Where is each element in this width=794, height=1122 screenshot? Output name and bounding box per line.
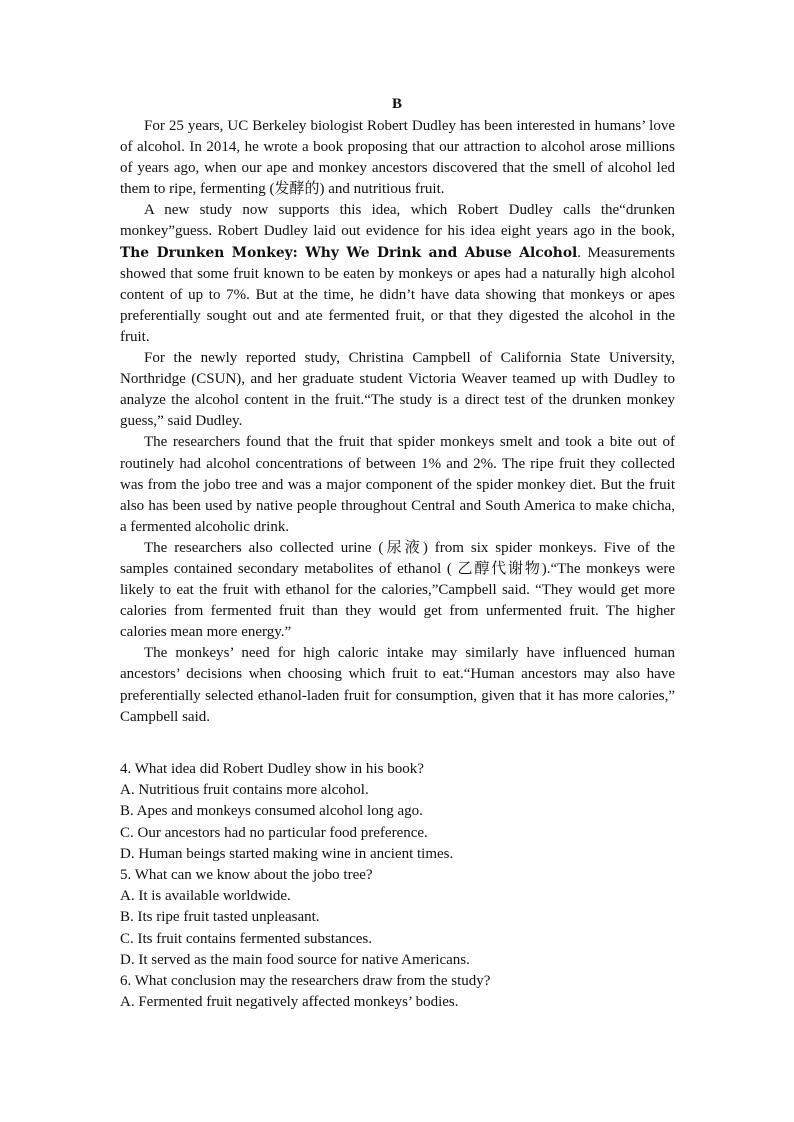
question-list (120, 759, 680, 1013)
question-4-stem: 4. What idea did Robert Dudley show in his book? (120, 761, 424, 777)
question-6-option-a: A. Fermented fruit negatively affected monkeys’ bodies. (120, 994, 459, 1011)
book-title: The Drunken Monkey: Why We Drink and Abuse Alcohol (120, 244, 578, 261)
question-5-option-b: B. Its ripe fruit tasted unpleasant. (120, 909, 320, 926)
question-4-option-a: A. Nutritious fruit contains more alcohol. (120, 782, 369, 799)
reading-passage (120, 116, 675, 728)
question-5-option-c: C. Its fruit contains fermented substances. (120, 930, 373, 947)
paragraph-6: The monkeys’ need for high caloric intake may similarly have influenced human ancestors’ decisions when choosing which fruit to eat.“Human ancestors may also have preferentially selected ethanol-laden fruit for consumption, given that it has more calories,” Campbell said. (120, 645, 675, 725)
question-4-option-b: B. Apes and monkeys consumed alcohol long ago. (120, 803, 423, 820)
paragraph-2-text-before: A new study now supports this idea, which Robert Dudley calls the“drunken monkey”guess. Robert Dudley laid out evidence for his idea eight years ago in the book, (120, 202, 675, 240)
paragraph-5: The researchers also collected urine (尿液) from six spider monkeys. Five of the samples contained secondary metabolites of ethanol ( 乙醇代谢物).“The monkeys were likely to eat the fruit with ethanol for the calories,”Campbell said. “They would get more calories from fermented fruit than they would get from unfermented fruit. The higher calories mean more energy.” (120, 539, 675, 641)
question-4-option-c: C. Our ancestors had no particular food preference. (120, 824, 428, 841)
question-5-option-a: A. It is available worldwide. (120, 888, 291, 905)
paragraph-1: For 25 years, UC Berkeley biologist Robert Dudley has been interested in humans’ love of alcohol. In 2014, he wrote a book proposing that our attraction to alcohol arose millions of years ago, when our ape and monkey ancestors discovered that the smell of alcohol led them to ripe, fermenting (发酵的) and nutritious fruit. (120, 118, 675, 198)
question-6-stem: 6. What conclusion may the researchers draw from the study? (120, 973, 491, 990)
paragraph-3: For the newly reported study, Christina Campbell of California State University, Northridge (CSUN), and her graduate student Victoria Weaver teamed up with Dudley to analyze the alcohol content in the fruit.“The study is a direct test of the drunken monkey guess,” said Dudley. (120, 350, 675, 430)
question-4-option-d: D. Human beings started making wine in ancient times. (120, 845, 454, 862)
question-5-stem: 5. What can we know about the jobo tree? (120, 867, 373, 884)
paragraph-4: The researchers found that the fruit that spider monkeys smelt and took a bite out of routinely had alcohol concentrations of between 1% and 2%. The ripe fruit they collected was from the jobo tree and was a major component of the spider monkey diet. But the fruit also has been used by native people throughout Central and South America to make chicha, a fermented alcoholic drink. (120, 434, 675, 535)
section-label: B (391, 96, 402, 112)
paragraph-2-text-after: . Measurements showed that some fruit known to be eaten by monkeys or apes had a naturally high alcohol content of up to 7%. But at the time, he didn’t have data showing that monkeys or apes preferentially sought out and ate fermented fruit, or that they digested the alcohol in the fruit. (120, 244, 675, 345)
question-5-option-d: D. It served as the main food source for native Americans. (120, 951, 470, 968)
paragraph-2 (120, 200, 675, 348)
